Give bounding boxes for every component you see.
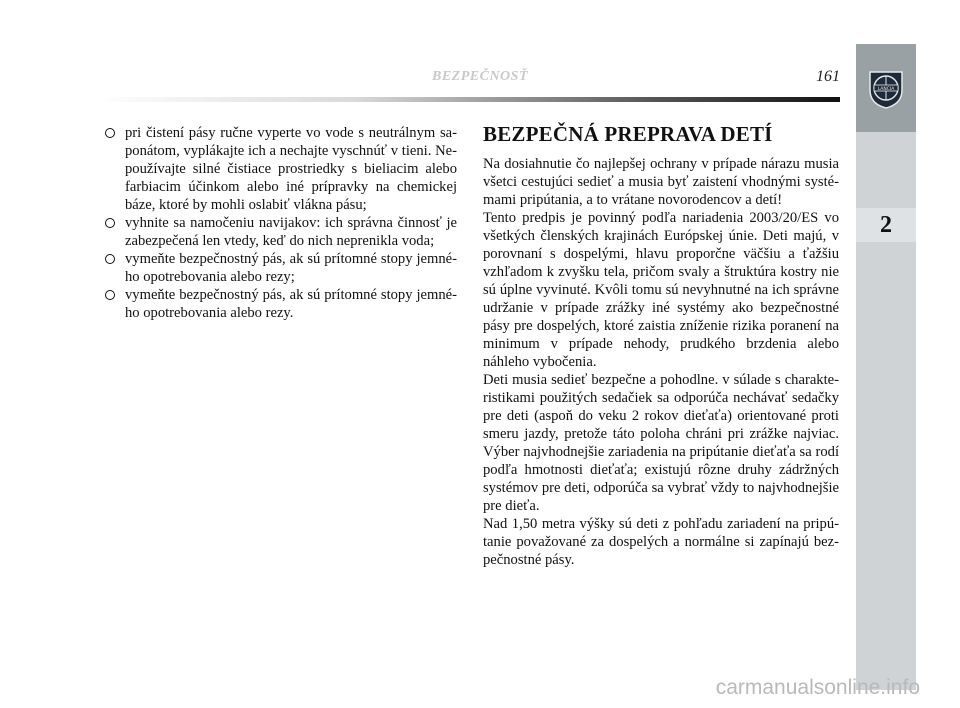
paragraph: Nad 1,50 metra výšky sú deti z pohľadu zariadení na pripútanie považované za dospelých a normálne si zapínajú bezpečnostné pásy. — [483, 516, 839, 568]
watermark: carmanualsonline.info — [715, 676, 920, 699]
cleaning-bullet-list — [105, 124, 457, 322]
list-item-text: pri čistení pásy ručne vyperte vo vode s neutrálnym saponátom, vyplákajte ich a nechajte vyschnúť v tieni. Nepoužívajte silné čistiace prostriedky s bieliacim alebo farbiacim účinkom alebo iné prípravky na chemickej báze, ktoré by mohli oslabiť vlákna pásu; — [125, 125, 457, 213]
bullet-circle-icon — [105, 290, 115, 300]
page-number: 161 — [816, 68, 840, 85]
list-item-text: vymeňte bezpečnostný pás, ak sú prítomné stopy jemného opotrebovania alebo rezy; — [125, 251, 457, 285]
brand-logo-box — [856, 44, 916, 132]
paragraph: Deti musia sedieť bezpečne a pohodlne. v súlade s charakteristikami použitých sedačiek sa odporúča nechávať sedačky pre deti (aspoň do veku 2 rokov dieťaťa) orientované proti smeru jazdy, pretože táto poloha chráni pri zrážke najviac. Výber najvhodnejšie zariadenia na pripútanie dieťaťa sa rodí podľa hmotnosti dieťaťa; existujú rôzne druhy zádržných systémov pre deti, odporúča sa vybrať vždy to najvhodnejšie pre dieťa. — [483, 372, 839, 514]
section-heading: BEZPEČNÁ PREPRAVA DETÍ — [483, 122, 773, 146]
bullet-circle-icon — [105, 128, 115, 138]
bullet-circle-icon — [105, 254, 115, 264]
list-item — [105, 214, 457, 250]
bullet-circle-icon — [105, 218, 115, 228]
list-item — [105, 124, 457, 214]
list-item-text: vyhnite sa namočeniu navijakov: ich správna činnosť je zabezpečená len vtedy, keď do nich neprenikla voda; — [125, 215, 457, 249]
lancia-logo-icon — [866, 66, 906, 110]
paragraph: Tento predpis je povinný podľa nariadenia 2003/20/ES vo všetkých členských krajinách Európskej únie. Deti majú, v porovnaní s dospelými, hlavu proporčne väčšiu a ťažšiu vzhľadom k zvyšku tela, pričom svaly a štruktúra kostry nie sú úplne vyvinuté. Kvôli tomu sú nevyhnutné na ich správne udržanie v prípade zrážky iné systémy ako bezpečnostné pásy pre dospelých, ktoré zaistia zníženie rizika poranení na minimum v prípade nehody, prudkého brzdenia alebo náhleho vybočenia. — [483, 210, 839, 370]
list-item — [105, 286, 457, 322]
left-column — [105, 124, 457, 322]
chapter-side-tab — [856, 44, 916, 690]
header-section-title: BEZPEČNOSŤ — [431, 69, 528, 84]
logo-text: LANCIA — [877, 87, 895, 92]
paragraph: Na dosiahnutie čo najlepšej ochrany v prípade nárazu musia všetci cestujúci sedieť a musia byť zaistení vhodnými systémami pripútania, a to vrátane novorodencov a detí! — [483, 156, 839, 208]
right-column — [483, 155, 839, 569]
list-item-text: vymeňte bezpečnostný pás, ak sú prítomné stopy jemného opotrebovania alebo rezy. — [125, 287, 457, 321]
chapter-number: 2 — [856, 208, 916, 242]
header-rule — [95, 97, 840, 102]
list-item — [105, 250, 457, 286]
